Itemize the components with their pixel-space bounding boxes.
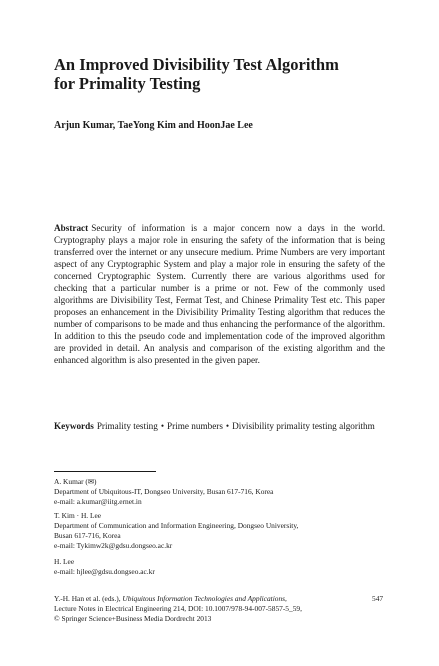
- affiliation-email: e-mail: a.kumar@iitg.ernet.in: [54, 497, 142, 506]
- citation-line-3: © Springer Science+Business Media Dordrecht 2013: [54, 614, 212, 623]
- affiliation-email: e-mail: hjlee@gdsu.dongseo.ac.kr: [54, 567, 155, 576]
- affiliation-lee: [54, 557, 394, 577]
- abstract-text: Security of information is a major concern now a days in the world. Cryptography plays a major role in ensuring the safety of the information that is being transferred over the internet or any unsecure medium. Prime Numbers are very important aspect of any Cryptographic System and play a major role in ensuring the safety of the concerned Cryptographic System. Currently there are various algorithms used for checking that a particular number is a prime or not. Few of the commonly used algorithms are Divisibility Test, Fermat Test, and Chinese Primality Test etc. This paper proposes an enhancement in the Divisibility Primality Testing algorithm that reduces the number of comparisons to be made and thus enhancing the performance of the algorithm. In addition to this the pseudo code and implementation code of the improved algorithm are provided in detail. An analysis and comparison of the existing algorithm and the enhanced algorithm is also presented in the given paper.: [54, 223, 385, 365]
- keyword-item: Divisibility primality testing algorithm: [232, 421, 375, 431]
- affiliation-kim-lee: [54, 511, 394, 551]
- title-line-2: for Primality Testing: [54, 74, 201, 93]
- affiliation-name: A. Kumar (✉): [54, 477, 97, 486]
- abstract-label: Abstract: [54, 223, 89, 233]
- affiliation-department: Department of Communication and Information Engineering, Dongseo University,: [54, 521, 299, 530]
- affiliation-address: Busan 617-716, Korea: [54, 531, 121, 540]
- footnote-rule: [54, 471, 156, 472]
- keywords: [54, 420, 385, 432]
- author-list: Arjun Kumar, TaeYong Kim and HoonJae Lee: [54, 120, 253, 131]
- book-series-title: Ubiquitous Information Technologies and Applications,: [122, 594, 287, 603]
- page-number: 547: [372, 594, 384, 603]
- keyword-item: Prime numbers: [167, 421, 223, 431]
- affiliation-kumar: [54, 477, 394, 507]
- book-editors: Y.-H. Han et al. (eds.),: [54, 594, 123, 603]
- abstract: [54, 222, 385, 366]
- paper-title: [54, 55, 394, 93]
- title-line-1: An Improved Divisibility Test Algorithm: [54, 55, 339, 74]
- affiliation-name: T. Kim · H. Lee: [54, 511, 102, 520]
- affiliation-department: Department of Ubiquitous-IT, Dongseo University, Busan 617-716, Korea: [54, 487, 274, 496]
- citation-line-2: Lecture Notes in Electrical Engineering 214, DOI: 10.1007/978-94-007-5857-5_59,: [54, 604, 302, 613]
- keyword-item: Primality testing: [96, 421, 158, 431]
- affiliation-name: H. Lee: [54, 557, 75, 566]
- keywords-label: Keywords: [54, 421, 94, 431]
- affiliation-email: e-mail: Tykimw2k@gdsu.dongseo.ac.kr: [54, 541, 173, 550]
- keyword-separator: •: [225, 421, 230, 431]
- book-citation: [54, 594, 374, 624]
- citation-line-1: [54, 594, 374, 604]
- keyword-separator: •: [160, 421, 165, 431]
